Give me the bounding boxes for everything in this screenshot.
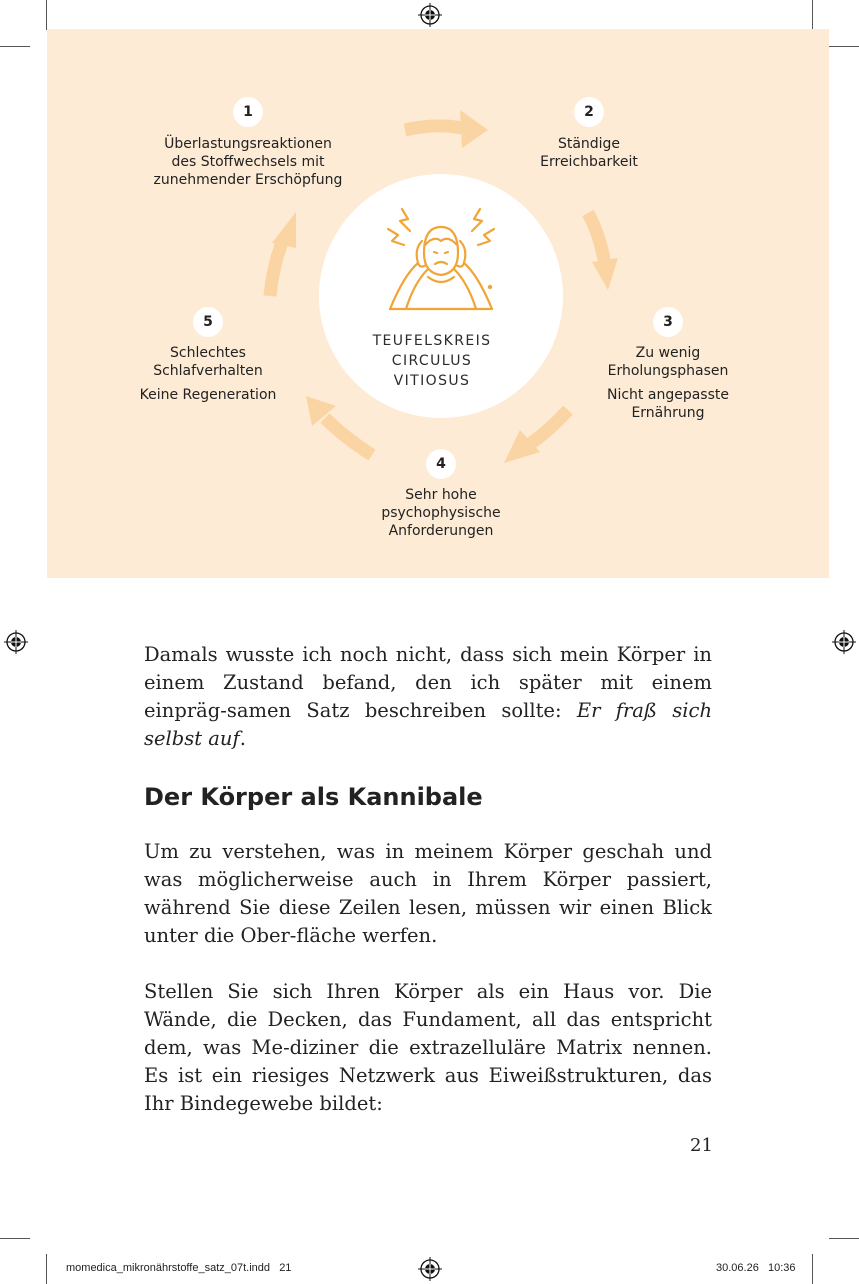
step-line: Zu wenig	[635, 345, 701, 361]
center-line: CIRCULUS	[391, 353, 473, 369]
step-number-badge: 3	[653, 307, 683, 337]
arrow-1-to-2	[405, 126, 462, 130]
paragraph	[144, 978, 712, 1118]
footer-file-name: momedica_mikronährstoffe_satz_07t.indd 21	[66, 1262, 292, 1274]
step-line: Schlafverhalten	[153, 363, 263, 379]
paragraph-text: Damals wusste ich noch nicht, dass sich mein Körper in einem Zustand befand, den ich später mit einem einpräg-samen Satz beschreiben sollte:	[144, 643, 712, 722]
paragraph	[144, 641, 712, 753]
registration-mark-icon	[4, 630, 28, 654]
registration-mark-icon	[832, 630, 856, 654]
step-line: Nicht angepasste	[607, 387, 729, 403]
crop-mark	[46, 1254, 47, 1284]
crop-mark	[0, 1238, 30, 1239]
paragraph-end: .	[239, 727, 246, 750]
quote-italic: Er fraß sich selbst auf	[144, 699, 712, 750]
step-line: Schlechtes	[170, 345, 246, 361]
step-line: Erreichbarkeit	[540, 154, 638, 170]
step-line: Überlastungsreaktionen	[164, 136, 332, 152]
arrow-4-to-5	[325, 418, 372, 455]
step-line: Erholungsphasen	[607, 363, 729, 379]
step-number-badge: 5	[193, 307, 223, 337]
arrow-3-to-4	[530, 410, 568, 444]
diagram-center-label	[372, 331, 492, 391]
crop-mark	[829, 1238, 859, 1239]
center-line: VITIOSUS	[393, 373, 471, 389]
arrow-2-to-3	[588, 213, 605, 265]
step-number-badge: 2	[574, 97, 604, 127]
center-line: TEUFELSKREIS	[372, 333, 492, 349]
footer-timestamp: 30.06.26 10:36	[716, 1262, 796, 1274]
step-line: Ständige	[557, 136, 621, 152]
paragraph	[144, 838, 712, 950]
step-line: Keine Regeneration	[139, 387, 277, 403]
step-line: psychophysische	[381, 505, 501, 521]
arrowhead	[272, 212, 296, 248]
step-5-label	[123, 344, 293, 404]
paragraph-text: Stellen Sie sich Ihren Körper als ein Haus vor. Die Wände, die Decken, das Fundament, all das entspricht dem, was Me-diziner die extrazelluläre Matrix nennen. Es ist ein riesiges Netzwerk aus Eiweißstrukturen, das Ihr Bindegewebe bildet:	[144, 980, 712, 1115]
page-number: 21	[690, 1135, 713, 1156]
step-line: Ernährung	[631, 405, 705, 421]
step-line: zunehmender Erschöpfung	[153, 172, 343, 188]
arrowhead	[460, 110, 488, 148]
stressed-person-icon	[384, 205, 498, 315]
step-line: Anforderungen	[388, 523, 494, 539]
step-line: des Stoffwechsels mit	[171, 154, 325, 170]
step-3-label	[593, 344, 743, 422]
step-4-label	[366, 486, 516, 540]
section-heading: Der Körper als Kannibale	[144, 783, 483, 811]
registration-mark-icon	[418, 1257, 442, 1281]
crop-mark	[812, 1254, 813, 1284]
step-2-label	[519, 135, 659, 171]
arrow-5-to-1	[270, 240, 283, 296]
step-number-badge: 1	[233, 97, 263, 127]
step-1-label	[138, 135, 358, 189]
step-number-badge: 4	[426, 449, 456, 479]
step-line: Sehr hohe	[405, 487, 477, 503]
paragraph-text: Um zu verstehen, was in meinem Körper geschah und was möglicherweise auch in Ihrem Körper passiert, während Sie diese Zeilen lesen, müssen wir einen Blick unter die Ober-fläche werfen.	[144, 840, 712, 947]
arrowhead	[592, 258, 618, 290]
